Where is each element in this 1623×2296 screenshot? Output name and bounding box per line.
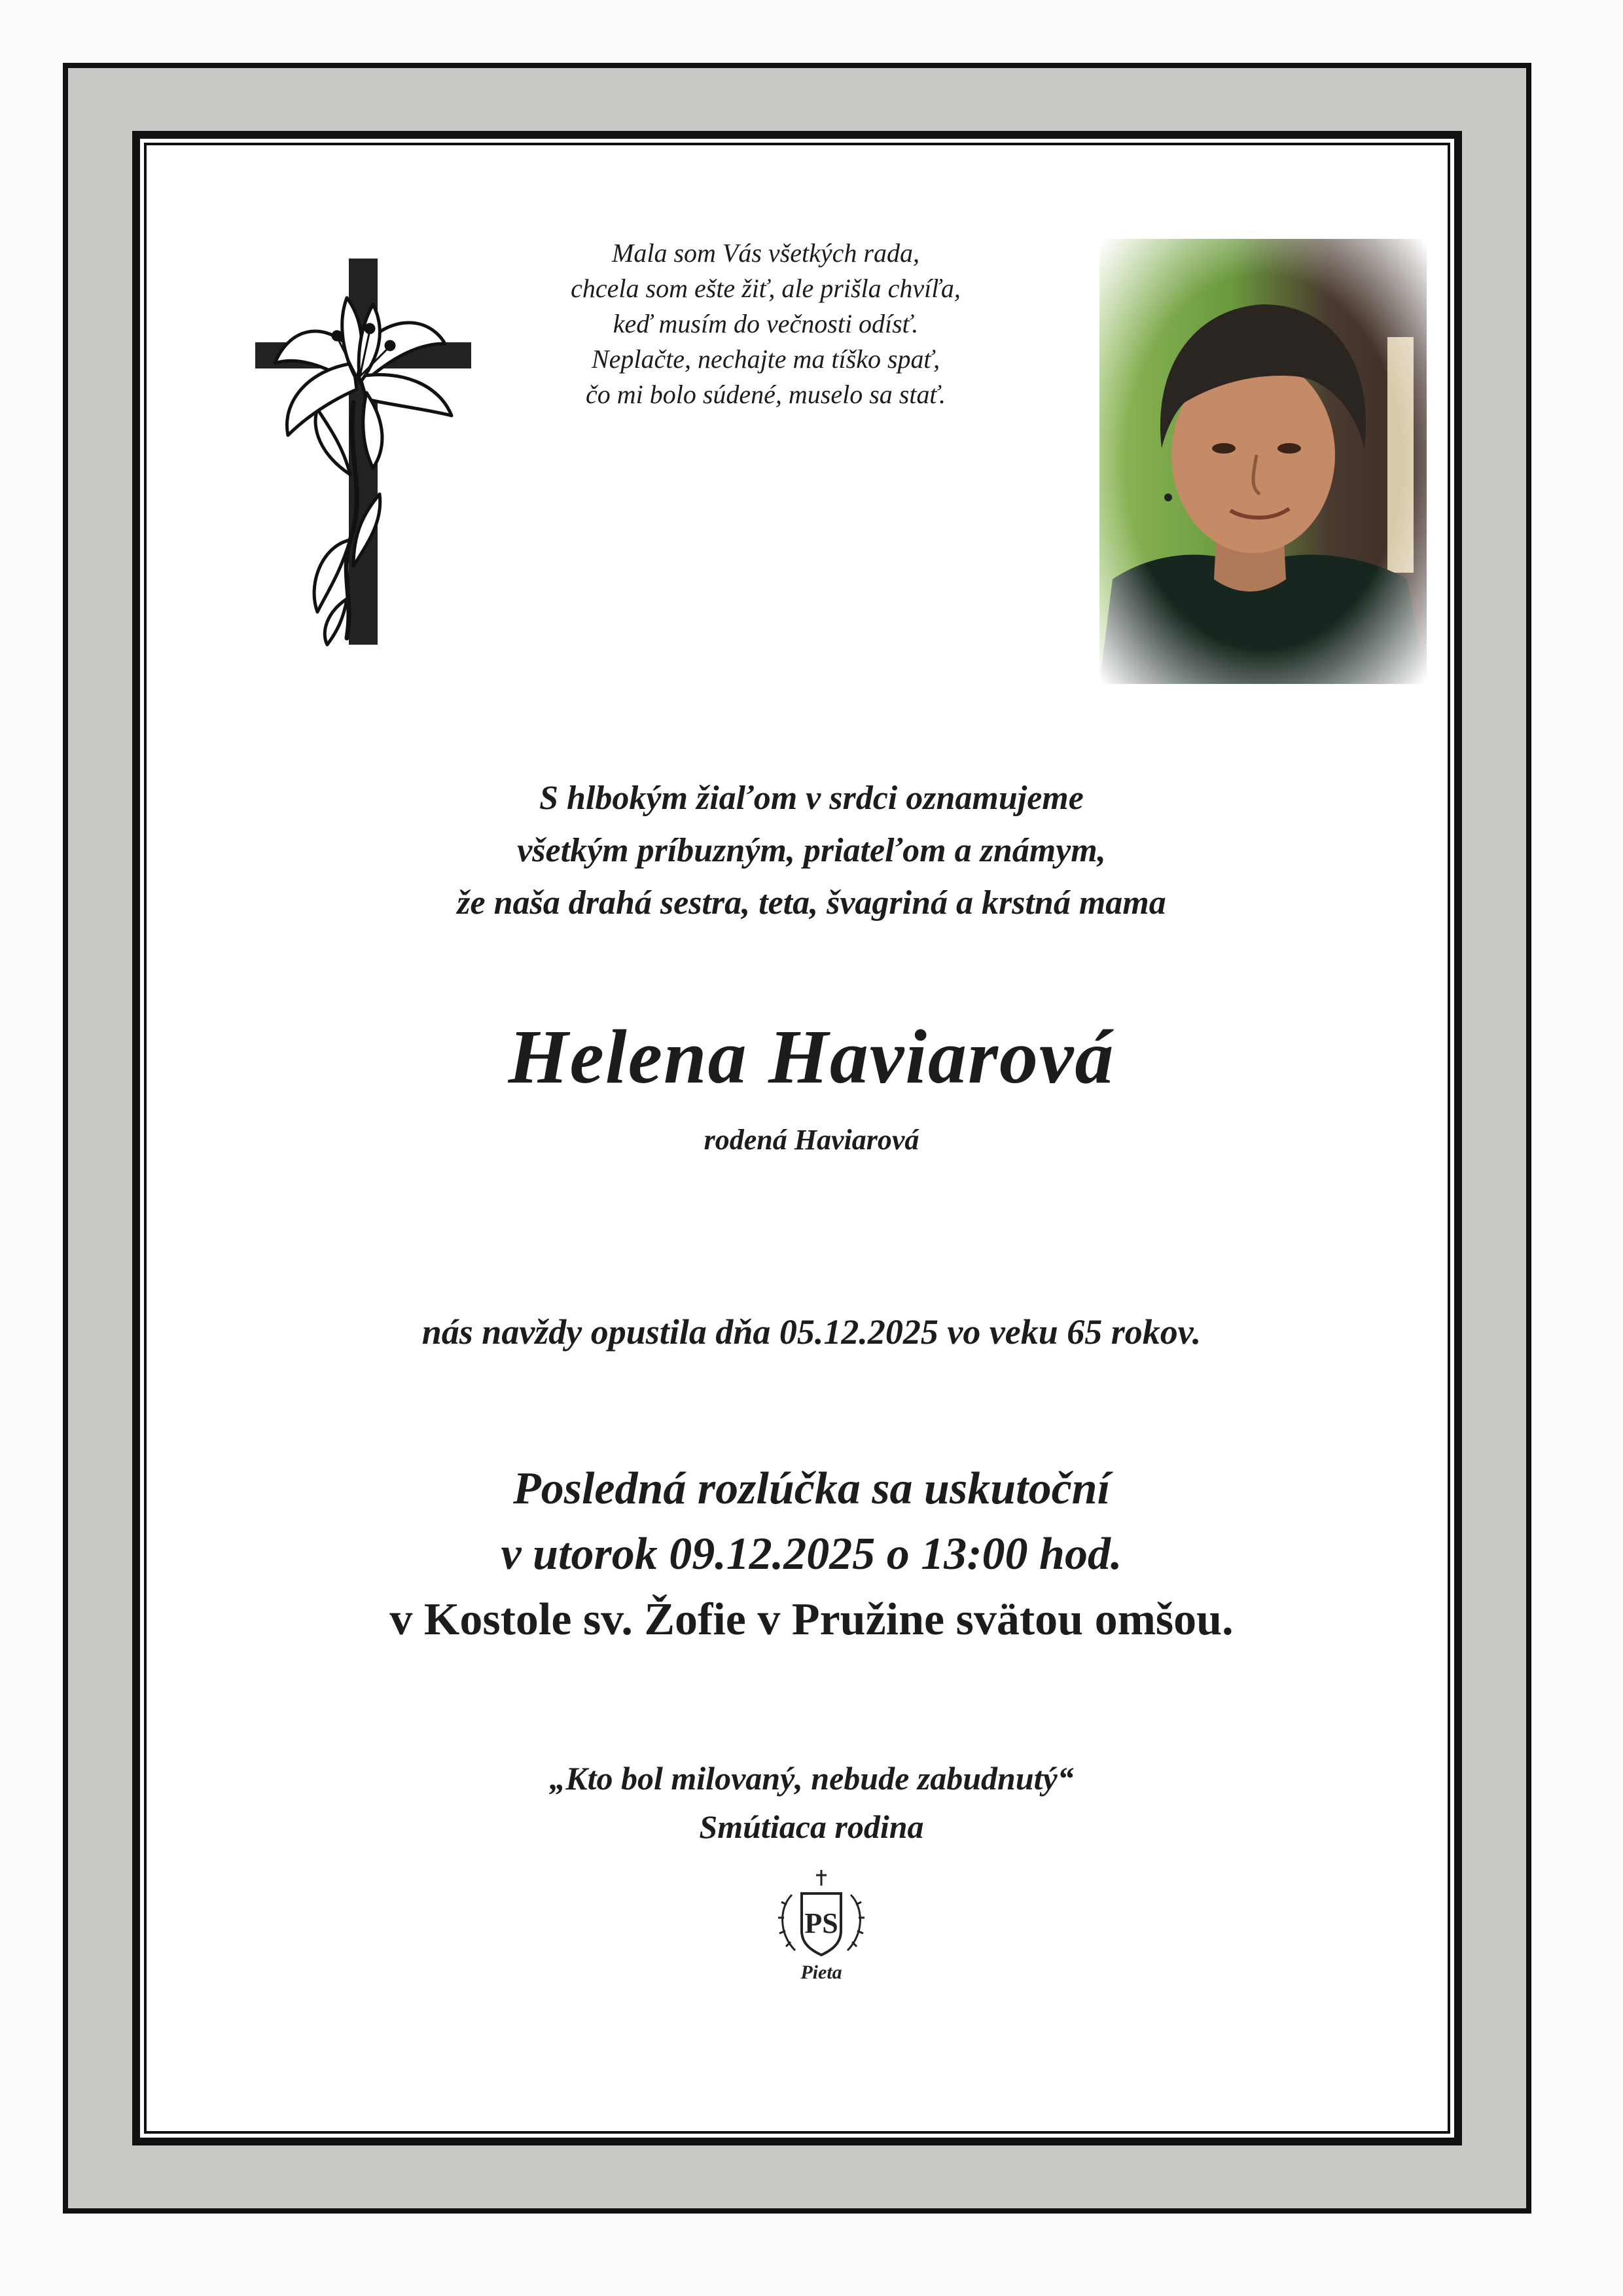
deceased-name: Helena Haviarová bbox=[508, 1014, 1115, 1100]
closing bbox=[223, 1754, 1400, 1851]
signature: Smútiaca rodina bbox=[699, 1808, 924, 1845]
poem bbox=[497, 236, 1034, 412]
logo-caption: Pieta bbox=[800, 1962, 842, 1983]
announcement-line: S hlbokým žiaľom v srdci oznamujeme bbox=[539, 780, 1084, 817]
announcement bbox=[223, 772, 1400, 929]
pieta-wreath-logo-icon bbox=[772, 1869, 870, 1986]
poem-line: keď musím do večnosti odísť. bbox=[613, 309, 919, 338]
farewell-line: v utorok 09.12.2025 o 13:00 hod. bbox=[501, 1529, 1122, 1579]
logo-monogram: PS bbox=[804, 1907, 838, 1939]
poem-line: čo mi bolo súdené, muselo sa stať. bbox=[585, 380, 946, 409]
maiden-name: rodená Haviarová bbox=[704, 1124, 919, 1156]
portrait-photo bbox=[1099, 239, 1427, 684]
announcement-line: že naša drahá sestra, teta, švagriná a krstná mama bbox=[457, 884, 1166, 922]
poem-line: Neplačte, nechajte ma tíško spať, bbox=[591, 344, 940, 374]
farewell-line: Posledná rozlúčka sa uskutoční bbox=[512, 1463, 1111, 1514]
death-notice: nás navždy opustila dňa 05.12.2025 vo veku 65 rokov. bbox=[421, 1312, 1202, 1352]
poem-line: Mala som Vás všetkých rada, bbox=[612, 238, 919, 268]
cross-with-lily-icon bbox=[255, 259, 478, 651]
farewell-line: v Kostole sv. Žofie v Pružine svätou omšou. bbox=[389, 1594, 1234, 1645]
farewell-details bbox=[196, 1456, 1427, 1653]
announcement-line: všetkým príbuzným, priateľom a známym, bbox=[517, 832, 1106, 869]
motto: „Kto bol milovaný, nebude zabudnutý“ bbox=[549, 1760, 1074, 1797]
poem-line: chcela som ešte žiť, ale prišla chvíľa, bbox=[571, 274, 961, 303]
